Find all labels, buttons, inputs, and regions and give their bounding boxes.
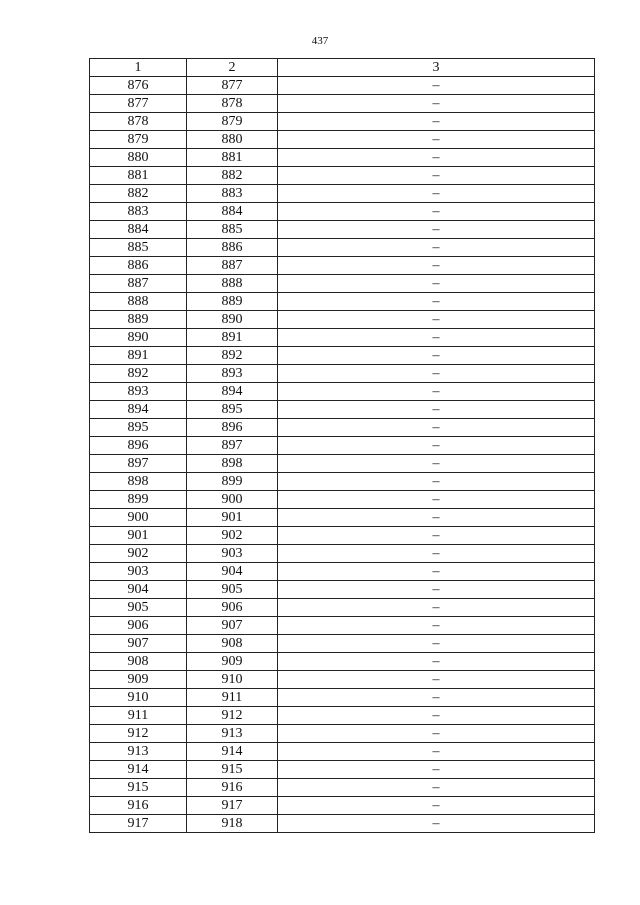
table-cell-col-2: 905 [187, 581, 278, 599]
table-cell-col-1: 890 [90, 329, 187, 347]
table-row [90, 725, 595, 743]
table-cell-col-1: 894 [90, 401, 187, 419]
table-cell-col-1: 910 [90, 689, 187, 707]
table-row [90, 383, 595, 401]
table-cell-col-2: 888 [187, 275, 278, 293]
table-cell-col-1: 879 [90, 131, 187, 149]
header-row [90, 59, 595, 77]
table-cell-col-2: 877 [187, 77, 278, 95]
table-cell-col-3: – [278, 347, 595, 365]
table-row [90, 95, 595, 113]
table-cell-col-3: – [278, 707, 595, 725]
table-row [90, 293, 595, 311]
table-cell-col-2: 896 [187, 419, 278, 437]
table-cell-col-2: 878 [187, 95, 278, 113]
table-cell-col-3: – [278, 275, 595, 293]
table-cell-col-2: 910 [187, 671, 278, 689]
table-row [90, 707, 595, 725]
table-cell-col-3: – [278, 167, 595, 185]
table-row [90, 797, 595, 815]
table-cell-col-3: – [278, 221, 595, 239]
table-cell-col-3: – [278, 365, 595, 383]
table-row [90, 203, 595, 221]
table-row [90, 113, 595, 131]
table-cell-col-1: 905 [90, 599, 187, 617]
table-cell-col-3: – [278, 131, 595, 149]
table-cell-col-2: 903 [187, 545, 278, 563]
table-cell-col-1: 912 [90, 725, 187, 743]
table-cell-col-2: 907 [187, 617, 278, 635]
table-cell-col-3: – [278, 185, 595, 203]
table-cell-col-3: – [278, 689, 595, 707]
table-cell-col-3: – [278, 545, 595, 563]
table-cell-col-3: – [278, 671, 595, 689]
table-cell-col-1: 880 [90, 149, 187, 167]
table-row [90, 149, 595, 167]
table-row [90, 401, 595, 419]
table-cell-col-2: 898 [187, 455, 278, 473]
table-cell-col-2: 883 [187, 185, 278, 203]
table-row [90, 239, 595, 257]
table-cell-col-1: 889 [90, 311, 187, 329]
table-row [90, 329, 595, 347]
table-cell-col-1: 896 [90, 437, 187, 455]
table-cell-col-1: 907 [90, 635, 187, 653]
table-cell-col-3: – [278, 293, 595, 311]
table-cell-col-1: 900 [90, 509, 187, 527]
table-cell-col-3: – [278, 617, 595, 635]
table-cell-col-2: 891 [187, 329, 278, 347]
table-cell-col-3: – [278, 383, 595, 401]
table-row [90, 653, 595, 671]
table-cell-col-3: – [278, 563, 595, 581]
table-cell-col-2: 897 [187, 437, 278, 455]
table-row [90, 167, 595, 185]
table-cell-col-3: – [278, 743, 595, 761]
table-cell-col-3: – [278, 599, 595, 617]
table-cell-col-3: – [278, 311, 595, 329]
table-cell-col-1: 899 [90, 491, 187, 509]
table-cell-col-1: 888 [90, 293, 187, 311]
table-cell-col-3: – [278, 455, 595, 473]
table-cell-col-2: 911 [187, 689, 278, 707]
table-cell-col-2: 885 [187, 221, 278, 239]
table-cell-col-1: 877 [90, 95, 187, 113]
page-number: 437 [311, 35, 329, 47]
table-cell-col-3: – [278, 113, 595, 131]
table-cell-col-3: – [278, 815, 595, 833]
table-row [90, 779, 595, 797]
table-row [90, 509, 595, 527]
table-cell-col-2: 884 [187, 203, 278, 221]
table-cell-col-3: – [278, 95, 595, 113]
table-cell-col-2: 895 [187, 401, 278, 419]
table-row [90, 131, 595, 149]
table-cell-col-2: 912 [187, 707, 278, 725]
table-cell-col-1: 878 [90, 113, 187, 131]
table-cell-col-1: 884 [90, 221, 187, 239]
table-cell-col-2: 917 [187, 797, 278, 815]
table-cell-col-2: 916 [187, 779, 278, 797]
table-row [90, 275, 595, 293]
table-row [90, 581, 595, 599]
table-cell-col-2: 906 [187, 599, 278, 617]
table-cell-col-1: 883 [90, 203, 187, 221]
table-cell-col-1: 892 [90, 365, 187, 383]
table-row [90, 437, 595, 455]
table-cell-col-1: 902 [90, 545, 187, 563]
table-cell-col-3: – [278, 761, 595, 779]
table-cell-col-1: 881 [90, 167, 187, 185]
table-cell-col-1: 886 [90, 257, 187, 275]
table-cell-col-2: 901 [187, 509, 278, 527]
column-header-3: 3 [278, 59, 595, 77]
table-row [90, 473, 595, 491]
table-cell-col-2: 893 [187, 365, 278, 383]
table-cell-col-3: – [278, 257, 595, 275]
table-row [90, 455, 595, 473]
table-cell-col-1: 887 [90, 275, 187, 293]
table-cell-col-1: 882 [90, 185, 187, 203]
table-cell-col-1: 916 [90, 797, 187, 815]
table-cell-col-3: – [278, 203, 595, 221]
table-cell-col-1: 885 [90, 239, 187, 257]
table-cell-col-3: – [278, 797, 595, 815]
table-row [90, 689, 595, 707]
table-cell-col-2: 904 [187, 563, 278, 581]
table-row [90, 671, 595, 689]
table-cell-col-3: – [278, 437, 595, 455]
table-cell-col-2: 887 [187, 257, 278, 275]
table-cell-col-2: 902 [187, 527, 278, 545]
table-cell-col-2: 882 [187, 167, 278, 185]
table-cell-col-1: 898 [90, 473, 187, 491]
table-cell-col-1: 895 [90, 419, 187, 437]
table-cell-col-1: 908 [90, 653, 187, 671]
table-row [90, 617, 595, 635]
table-cell-col-3: – [278, 653, 595, 671]
table-row [90, 185, 595, 203]
table-row [90, 347, 595, 365]
table-cell-col-2: 913 [187, 725, 278, 743]
table-row [90, 419, 595, 437]
table-cell-col-2: 914 [187, 743, 278, 761]
table-cell-col-3: – [278, 473, 595, 491]
table-cell-col-3: – [278, 491, 595, 509]
table-row [90, 491, 595, 509]
table-row [90, 563, 595, 581]
data-table [89, 58, 595, 833]
table-row [90, 365, 595, 383]
table-cell-col-1: 914 [90, 761, 187, 779]
table-cell-col-1: 915 [90, 779, 187, 797]
table-cell-col-2: 909 [187, 653, 278, 671]
table-cell-col-1: 906 [90, 617, 187, 635]
table-row [90, 743, 595, 761]
table-cell-col-3: – [278, 419, 595, 437]
table-cell-col-2: 886 [187, 239, 278, 257]
table-row [90, 77, 595, 95]
table-cell-col-3: – [278, 509, 595, 527]
table-cell-col-2: 894 [187, 383, 278, 401]
table-cell-col-3: – [278, 635, 595, 653]
table-cell-col-1: 904 [90, 581, 187, 599]
table-cell-col-1: 897 [90, 455, 187, 473]
table-cell-col-2: 890 [187, 311, 278, 329]
table-row [90, 311, 595, 329]
table-cell-col-2: 908 [187, 635, 278, 653]
table-cell-col-2: 880 [187, 131, 278, 149]
table-cell-col-2: 915 [187, 761, 278, 779]
table-row [90, 221, 595, 239]
table-cell-col-3: – [278, 239, 595, 257]
table-row [90, 545, 595, 563]
table-cell-col-1: 917 [90, 815, 187, 833]
table-row [90, 815, 595, 833]
table-cell-col-2: 892 [187, 347, 278, 365]
column-header-1: 1 [90, 59, 187, 77]
table-cell-col-1: 913 [90, 743, 187, 761]
table-cell-col-3: – [278, 401, 595, 419]
table-cell-col-3: – [278, 149, 595, 167]
table-cell-col-1: 876 [90, 77, 187, 95]
table-cell-col-3: – [278, 725, 595, 743]
table-row [90, 257, 595, 275]
table-cell-col-2: 889 [187, 293, 278, 311]
table-cell-col-3: – [278, 779, 595, 797]
table-cell-col-3: – [278, 329, 595, 347]
table-cell-col-1: 891 [90, 347, 187, 365]
table-cell-col-3: – [278, 581, 595, 599]
table-cell-col-2: 879 [187, 113, 278, 131]
table-cell-col-2: 918 [187, 815, 278, 833]
table-header [90, 59, 595, 77]
table-row [90, 599, 595, 617]
table-cell-col-2: 900 [187, 491, 278, 509]
table-cell-col-1: 903 [90, 563, 187, 581]
table-cell-col-3: – [278, 527, 595, 545]
table-cell-col-2: 899 [187, 473, 278, 491]
table-cell-col-3: – [278, 77, 595, 95]
table-cell-col-1: 909 [90, 671, 187, 689]
table-cell-col-1: 893 [90, 383, 187, 401]
table-body [90, 77, 595, 833]
table-cell-col-1: 911 [90, 707, 187, 725]
table-row [90, 527, 595, 545]
column-header-2: 2 [187, 59, 278, 77]
table-cell-col-1: 901 [90, 527, 187, 545]
table-cell-col-2: 881 [187, 149, 278, 167]
table-row [90, 761, 595, 779]
table-row [90, 635, 595, 653]
